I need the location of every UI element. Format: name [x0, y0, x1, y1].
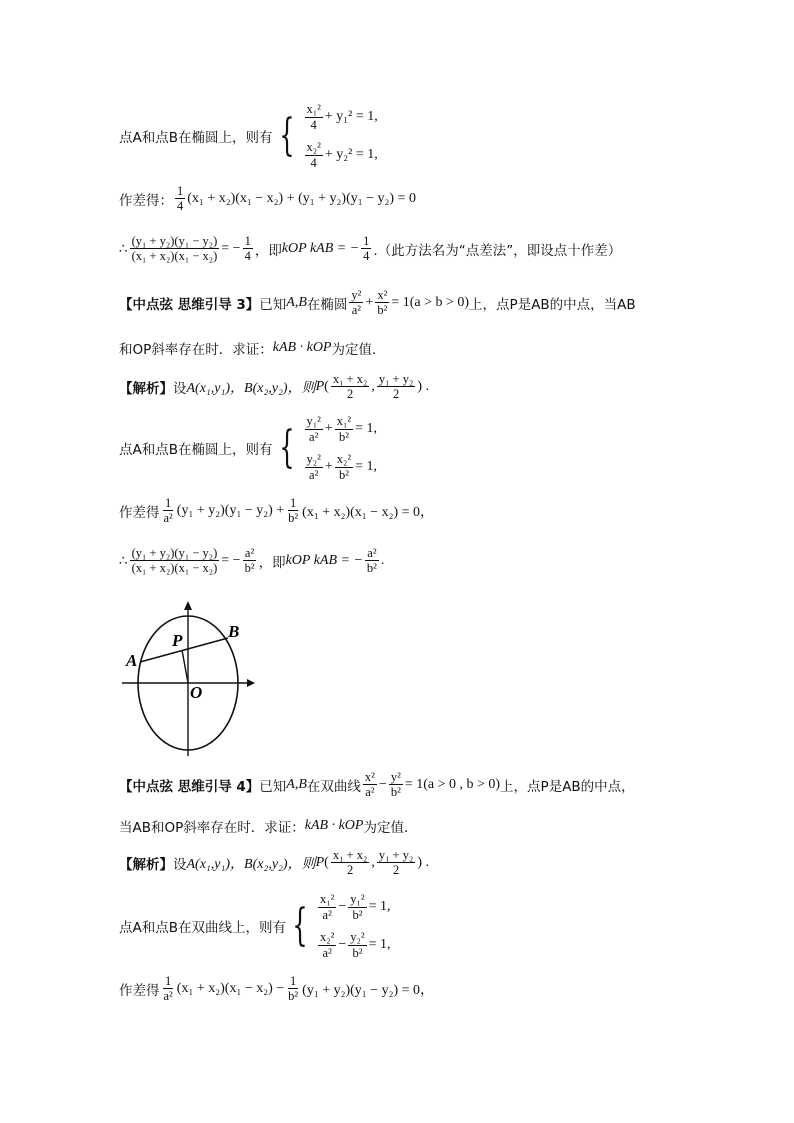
difference-expression: (x₁ + x₂)(x₁ − x₂) + (y₁ + y₂)(y₁ − y₂) = 0 [187, 190, 416, 206]
label-a: A [126, 651, 138, 670]
label-b: B [228, 622, 240, 641]
equation-system [303, 98, 378, 174]
system-row-2: $\frac{\text{x₂²}}{4}$ + y₂² = 1, [306, 140, 378, 170]
solution-3-result: ∴ $\frac{\text{(y₁ + y₂)(y₁ − y₂)}}{\text{(x₁ + x₂)(x₁ − x₂)}}$ = − $\frac{\text{a²}}{\text{b²}}$ ，即 kOP kAB = − $\frac{\text{a²}}{\text{b²}}$ . [119, 546, 385, 576]
solution-4-difference: 作差得 $\frac{1}{\text{a²}}$ (x₁ + x₂)(x₁ − x₂) − $\frac{1}{\text{b²}}$ (y₁ + y₂)(y₁ − y₂) = 0， [119, 974, 435, 1004]
segment-op [182, 650, 188, 683]
method-note: .（此方法名为“点差法”，即设点十作差） [373, 242, 622, 259]
solution-4-setup: 【解析】 设 A(x₁,y₁)，B(x₂,y₂)，则 P ( $\frac{\text{x₁ + x₂}}{2}$ , $\frac{\text{y₁ + y₂}}{2}$ ) . [119, 848, 430, 878]
therefore-symbol: ∴ [119, 240, 128, 257]
y-axis-arrow-icon [184, 601, 192, 610]
solution-3-tag: 【解析】 [119, 380, 173, 397]
solution-3-setup: 【解析】 设 A(x₁,y₁)，B(x₂,y₂)，则 P ( $\frac{\text{x₁ + x₂}}{2}$ , $\frac{\text{y₁ + y₂}}{2}$ ) . [119, 372, 430, 402]
label-o: O [190, 683, 203, 702]
ellipse-figure [118, 598, 263, 758]
guide-3-line-1: 【中点弦 思维引导 3】 已知 A,B 在椭圆 $\frac{\text{y²}}{\text{a²}}$ + $\frac{\text{x²}}{\text{b²}}$ = 1(a > b > 0) 上，点P是AB的中点，当AB [119, 288, 636, 318]
slope-product-line: ∴ $\frac{\text{(y₁ + y₂)(y₁ − y₂)}}{\text{(x₁ + x₂)(x₁ − x₂)}}$ = − $\frac{1}{4}$ ，即 kOP kAB = − $\frac{1}{4}$ .（此方法名为“点差法”，即设点十作差） [119, 234, 622, 264]
solution-3-difference: 作差得 $\frac{1}{\text{a²}}$ (y₁ + y₂)(y₁ − y₂) + $\frac{1}{\text{b²}}$ (x₁ + x₂)(x₁ − x₂) = 0， [119, 496, 435, 526]
label-p: P [172, 631, 183, 650]
system-prefix: 点A和点B在椭圆上，则有 [119, 130, 273, 146]
solution-4-tag: 【解析】 [119, 856, 173, 873]
guide-4-line-2: 当AB和OP斜率存在时．求证： kAB · kOP 为定值． [119, 818, 418, 836]
left-brace: { [278, 110, 295, 161]
guide-3-tag: 【中点弦 思维引导 3】 [119, 296, 260, 313]
x-axis-arrow-icon [247, 679, 255, 687]
difference-line: 作差得： $\frac{1}{4}$ (x₁ + x₂)(x₁ − x₂) + (y₁ + y₂)(y₁ − y₂) = 0 [119, 184, 416, 214]
guide-4-line-1: 【中点弦 思维引导 4】 已知 A,B 在双曲线 $\frac{\text{x²}}{\text{a²}}$ − $\frac{\text{y²}}{\text{b²}}$ = 1(a > 0 , b > 0) 上，点P是AB的中点， [119, 770, 635, 800]
solution-4-system-line: 点A和点B在双曲线上，则有 { $\frac{\text{x₁²}}{\text{a²}}$ − $\frac{\text{y₁²}}{\text{b²}}$ = 1, $\frac{\text{x₂²}}{\text{a²}}$ − $\frac{\text{y₂²}}{\text{b²}}$ = 1, [119, 892, 391, 960]
guide-3-line-2: 和OP斜率存在时．求证： kAB · kOP 为定值． [119, 340, 386, 358]
ellipse-system-line [119, 98, 378, 174]
solution-3-system-line: 点A和点B在椭圆上，则有 { $\frac{\text{y₁²}}{\text{a²}}$ + $\frac{\text{x₁²}}{\text{b²}}$ = 1, $\frac{\text{y₂²}}{\text{a²}}$ + $\frac{\text{x₂²}}{\text{b²}}$ = 1, [119, 414, 378, 482]
difference-label: 作差得： [119, 192, 173, 209]
system-row-1: $\frac{\text{x₁²}}{4}$ + y₁² = 1, [306, 102, 378, 132]
guide-4-tag: 【中点弦 思维引导 4】 [119, 778, 260, 795]
